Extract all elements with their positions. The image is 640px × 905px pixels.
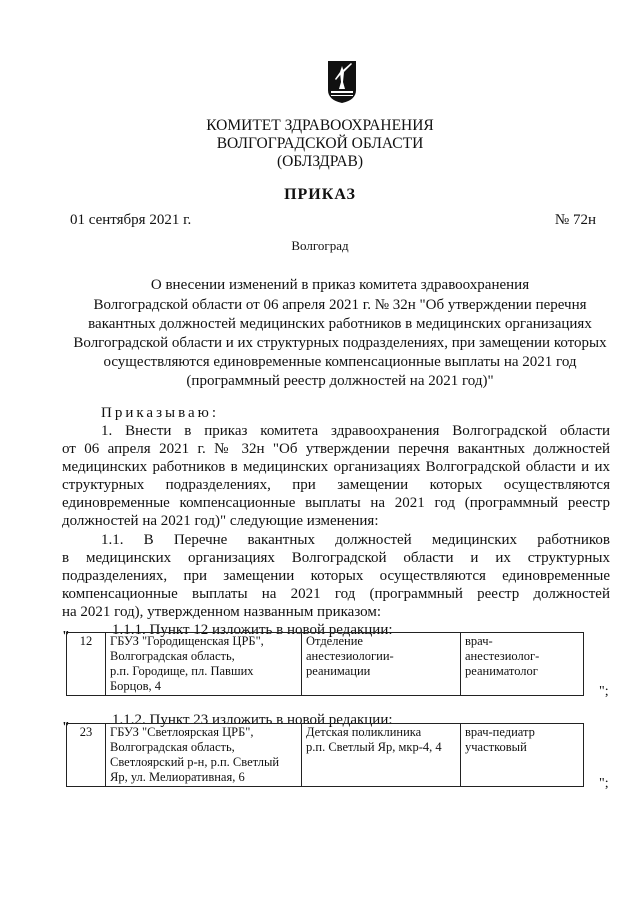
position-line: анестезиолог- <box>465 649 540 663</box>
amendment-table <box>66 723 584 787</box>
paragraph-1-1-line: 1.1. В Перечне вакантных должностей медицинских работников <box>101 532 610 548</box>
volgograd-coat-of-arms-icon <box>327 60 357 104</box>
quote-close-mark: "; <box>599 776 609 791</box>
amendment-heading: 1.1.2. Пункт 23 изложить в новой редакции: <box>112 712 393 728</box>
document-date: 01 сентября 2021 г. <box>70 212 192 228</box>
position-line: врач- <box>465 634 493 648</box>
document-title-line: О внесении изменений в приказ комитета здравоохранения <box>150 277 530 293</box>
row-number-cell: 23 <box>67 724 106 787</box>
position-cell <box>461 724 584 787</box>
amendment-table <box>66 632 584 696</box>
organization-line: ГБУЗ "Городищенская ЦРБ", <box>110 634 264 648</box>
quote-open-mark: " <box>62 720 70 735</box>
amendment-heading: 1.1.1. Пункт 12 изложить в новой редакции: <box>112 622 393 638</box>
document-number: № 72н <box>554 212 596 228</box>
organization-line: Борцов, 4 <box>110 679 162 693</box>
organization-cell <box>106 724 302 787</box>
paragraph-1-line: единовременные компенсационные выплаты на 2021 год (программный реестр <box>62 495 610 511</box>
document-title-line: Волгоградской области и их структурных подразделениях, при замещении которых <box>73 335 607 351</box>
organization-line: Волгоградская область, <box>110 740 235 754</box>
organization-line: Волгоградская область, <box>110 649 235 663</box>
document-type: ПРИКАЗ <box>284 186 356 203</box>
paragraph-1-1-line: подразделениях, при замещении которых осуществляются единовременные <box>62 568 610 584</box>
org-abbr-line: (ОБЛЗДРАВ) <box>276 153 364 170</box>
organization-line: ГБУЗ "Светлоярская ЦРБ", <box>110 725 254 739</box>
department-line: р.п. Светлый Яр, мкр-4, 4 <box>306 740 442 754</box>
document-title-line: осуществляются единовременные компенсационные выплаты на 2021 год <box>103 354 577 370</box>
order-directive-word: Приказываю: <box>101 405 219 421</box>
quote-close-mark: "; <box>599 684 609 699</box>
table-row <box>67 633 584 696</box>
position-cell <box>461 633 584 696</box>
department-line: Детская поликлиника <box>306 725 422 739</box>
paragraph-1-1-line: компенсационные выплаты на 2021 год (программный реестр должностей <box>62 586 610 602</box>
organization-line: Светлоярский р-н, р.п. Светлый <box>110 755 280 769</box>
position-line: реаниматолог <box>465 664 538 678</box>
paragraph-1-1-line: в медицинских организациях Волгоградской области и их структурных <box>62 550 610 566</box>
position-line: врач-педиатр <box>465 725 535 739</box>
paragraph-1-1-line: на 2021 год), утвержденном названным приказом: <box>62 604 382 620</box>
paragraph-1-line: должностей на 2021 год)" следующие изменения: <box>62 513 379 529</box>
department-line: анестезиологии- <box>306 649 394 663</box>
department-line: реанимации <box>306 664 371 678</box>
paragraph-1-line: 1. Внести в приказ комитета здравоохранения Волгоградской области <box>101 423 610 439</box>
organization-cell <box>106 633 302 696</box>
department-cell <box>302 724 461 787</box>
document-city: Волгоград <box>291 238 349 253</box>
org-name-line: ВОЛГОГРАДСКОЙ ОБЛАСТИ <box>216 135 424 152</box>
organization-line: р.п. Городище, пл. Павших <box>110 664 254 678</box>
org-name-line: КОМИТЕТ ЗДРАВООХРАНЕНИЯ <box>206 117 434 134</box>
paragraph-1-line: от 06 апреля 2021 г. № 32н "Об утверждении перечня вакантных должностей <box>62 441 610 457</box>
document-title-line: вакантных должностей медицинских работников в медицинских организациях <box>88 316 592 332</box>
document-title-line: (программный реестр должностей на 2021 год)" <box>186 373 494 389</box>
organization-line: Яр, ул. Мелиоративная, 6 <box>110 770 245 784</box>
position-line: участковый <box>465 740 527 754</box>
document-title-line: Волгоградской области от 06 апреля 2021 г. № 32н "Об утверждении перечня <box>93 297 587 313</box>
paragraph-1-line: медицинских работников в медицинских организациях Волгоградской области и их <box>62 459 610 475</box>
department-cell <box>302 633 461 696</box>
paragraph-1-line: структурных подразделениях, при замещении которых осуществляются <box>62 477 610 493</box>
quote-open-mark: " <box>62 629 70 644</box>
table-row <box>67 724 584 787</box>
row-number-cell: 12 <box>67 633 106 696</box>
department-line: Отделение <box>306 634 363 648</box>
